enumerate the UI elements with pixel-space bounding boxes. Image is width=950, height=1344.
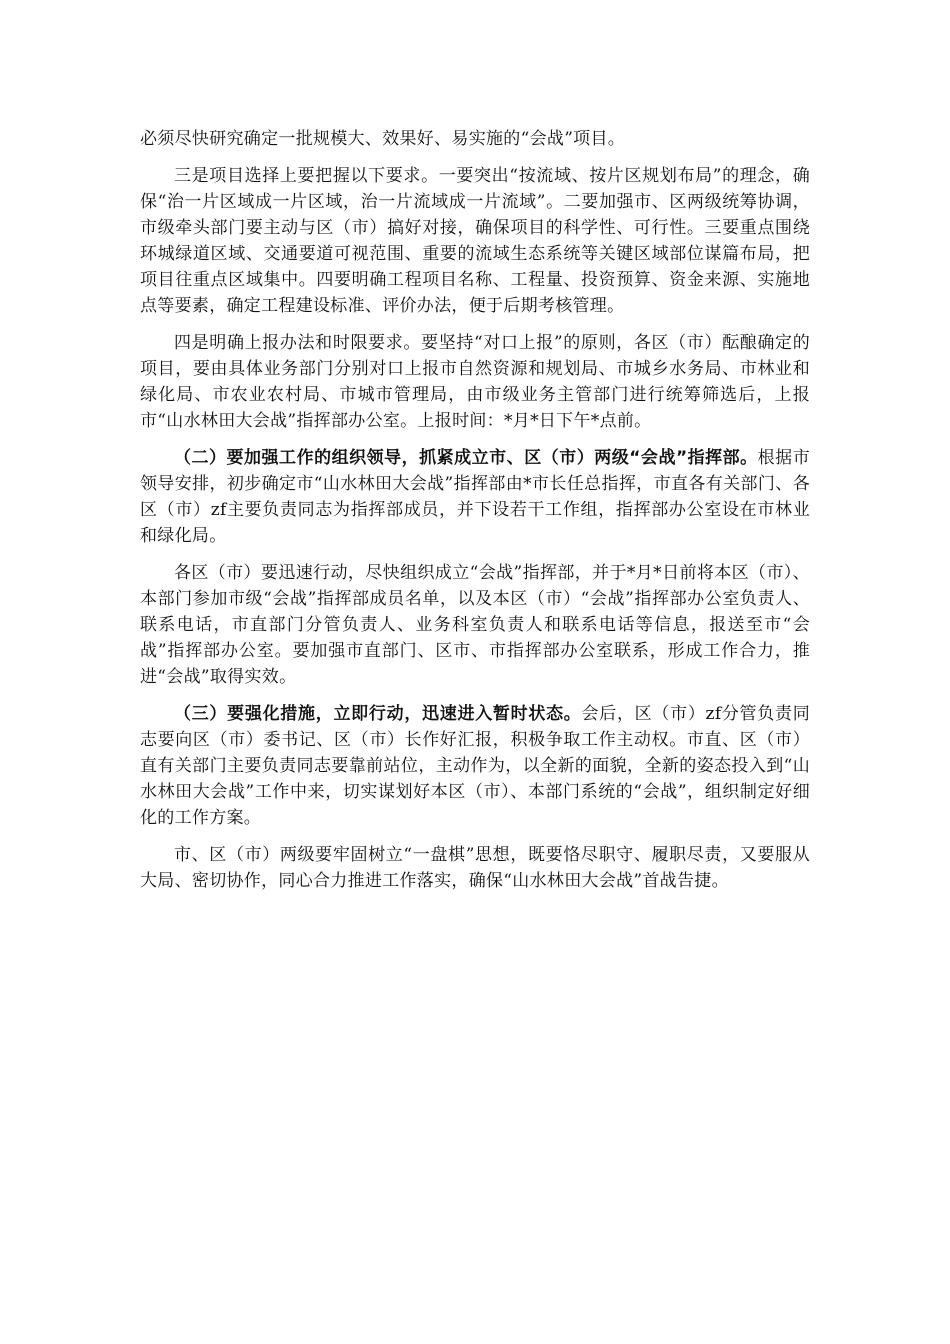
paragraph-7-text: 市、区（市）两级要牢固树立“一盘棋”思想，既要恪尽职守、履职尽责，又要服从大局、密切协作，同心合力推进工作落实，确保“山水林田大会战”首战告捷。 — [140, 845, 810, 891]
paragraph-6 — [140, 701, 810, 831]
paragraph-1-text: 必须尽快研究确定一批规模大、效果好、易实施的“会战”项目。 — [140, 129, 626, 149]
paragraph-5-text: 各区（市）要迅速行动，尽快组织成立“会战”指挥部，并于*月*日前将本区（市）、本部门参加市级“会战”指挥部成员名单，以及本区（市）“会战”指挥部办公室负责人、联系电话，市直部门分管负责人、业务科室负责人和联系电话等信息，报送至市“会战”指挥部办公室。要加强市直部门、区市、市指挥部办公室联系，形成工作合力，推进“会战”取得实效。 — [140, 563, 810, 687]
paragraph-7 — [140, 842, 810, 894]
paragraph-2 — [140, 163, 810, 319]
paragraph-5 — [140, 560, 810, 690]
section-heading-3: （三）要强化措施，立即行动，迅速进入暂时状态。 — [174, 704, 582, 724]
document-body — [140, 126, 810, 905]
paragraph-3 — [140, 330, 810, 434]
paragraph-4-text: 根据市领导安排，初步确定市“山水林田大会战”指挥部由*市长任总指挥，市直各有关部门、各区（市）zf主要负责同志为指挥部成员，并下设若干工作组，指挥部办公室设在市林业和绿化局。 — [140, 448, 810, 546]
paragraph-3-text: 四是明确上报办法和时限要求。要坚持“对口上报”的原则，各区（市）酝酿确定的项目，要由具体业务部门分别对口上报市自然资源和规划局、市城乡水务局、市林业和绿化局、市农业农村局、市城市管理局，由市级业务主管部门进行统筹筛选后，上报市“山水林田大会战”指挥部办公室。上报时间：*月*日下午*点前。 — [140, 333, 810, 431]
section-heading-2: （二）要加强工作的组织领导，抓紧成立市、区（市）两级“会战”指挥部。 — [174, 448, 758, 468]
paragraph-2-text: 三是项目选择上要把握以下要求。一要突出“按流域、按片区规划布局”的理念，确保“治一片区域成一片区域，治一片流域成一片流域”。二要加强市、区两级统筹协调，市级牵头部门要主动与区（市）搞好对接，确保项目的科学性、可行性。三要重点围绕环城绿道区域、交通要道可视范围、重要的流域生态系统等关键区域部位谋篇布局，把项目往重点区域集中。四要明确工程项目名称、工程量、投资预算、资金来源、实施地点等要素，确定工程建设标准、评价办法，便于后期考核管理。 — [140, 166, 810, 316]
paragraph-6-text: 会后，区（市）zf分管负责同志要向区（市）委书记、区（市）长作好汇报，积极争取工作主动权。市直、区（市）直有关部门主要负责同志要靠前站位，主动作为，以全新的面貌，全新的姿态投入到“山水林田大会战”工作中来，切实谋划好本区（市）、本部门系统的“会战”，组织制定好细化的工作方案。 — [140, 704, 810, 828]
paragraph-4 — [140, 445, 810, 549]
paragraph-1 — [140, 126, 810, 152]
